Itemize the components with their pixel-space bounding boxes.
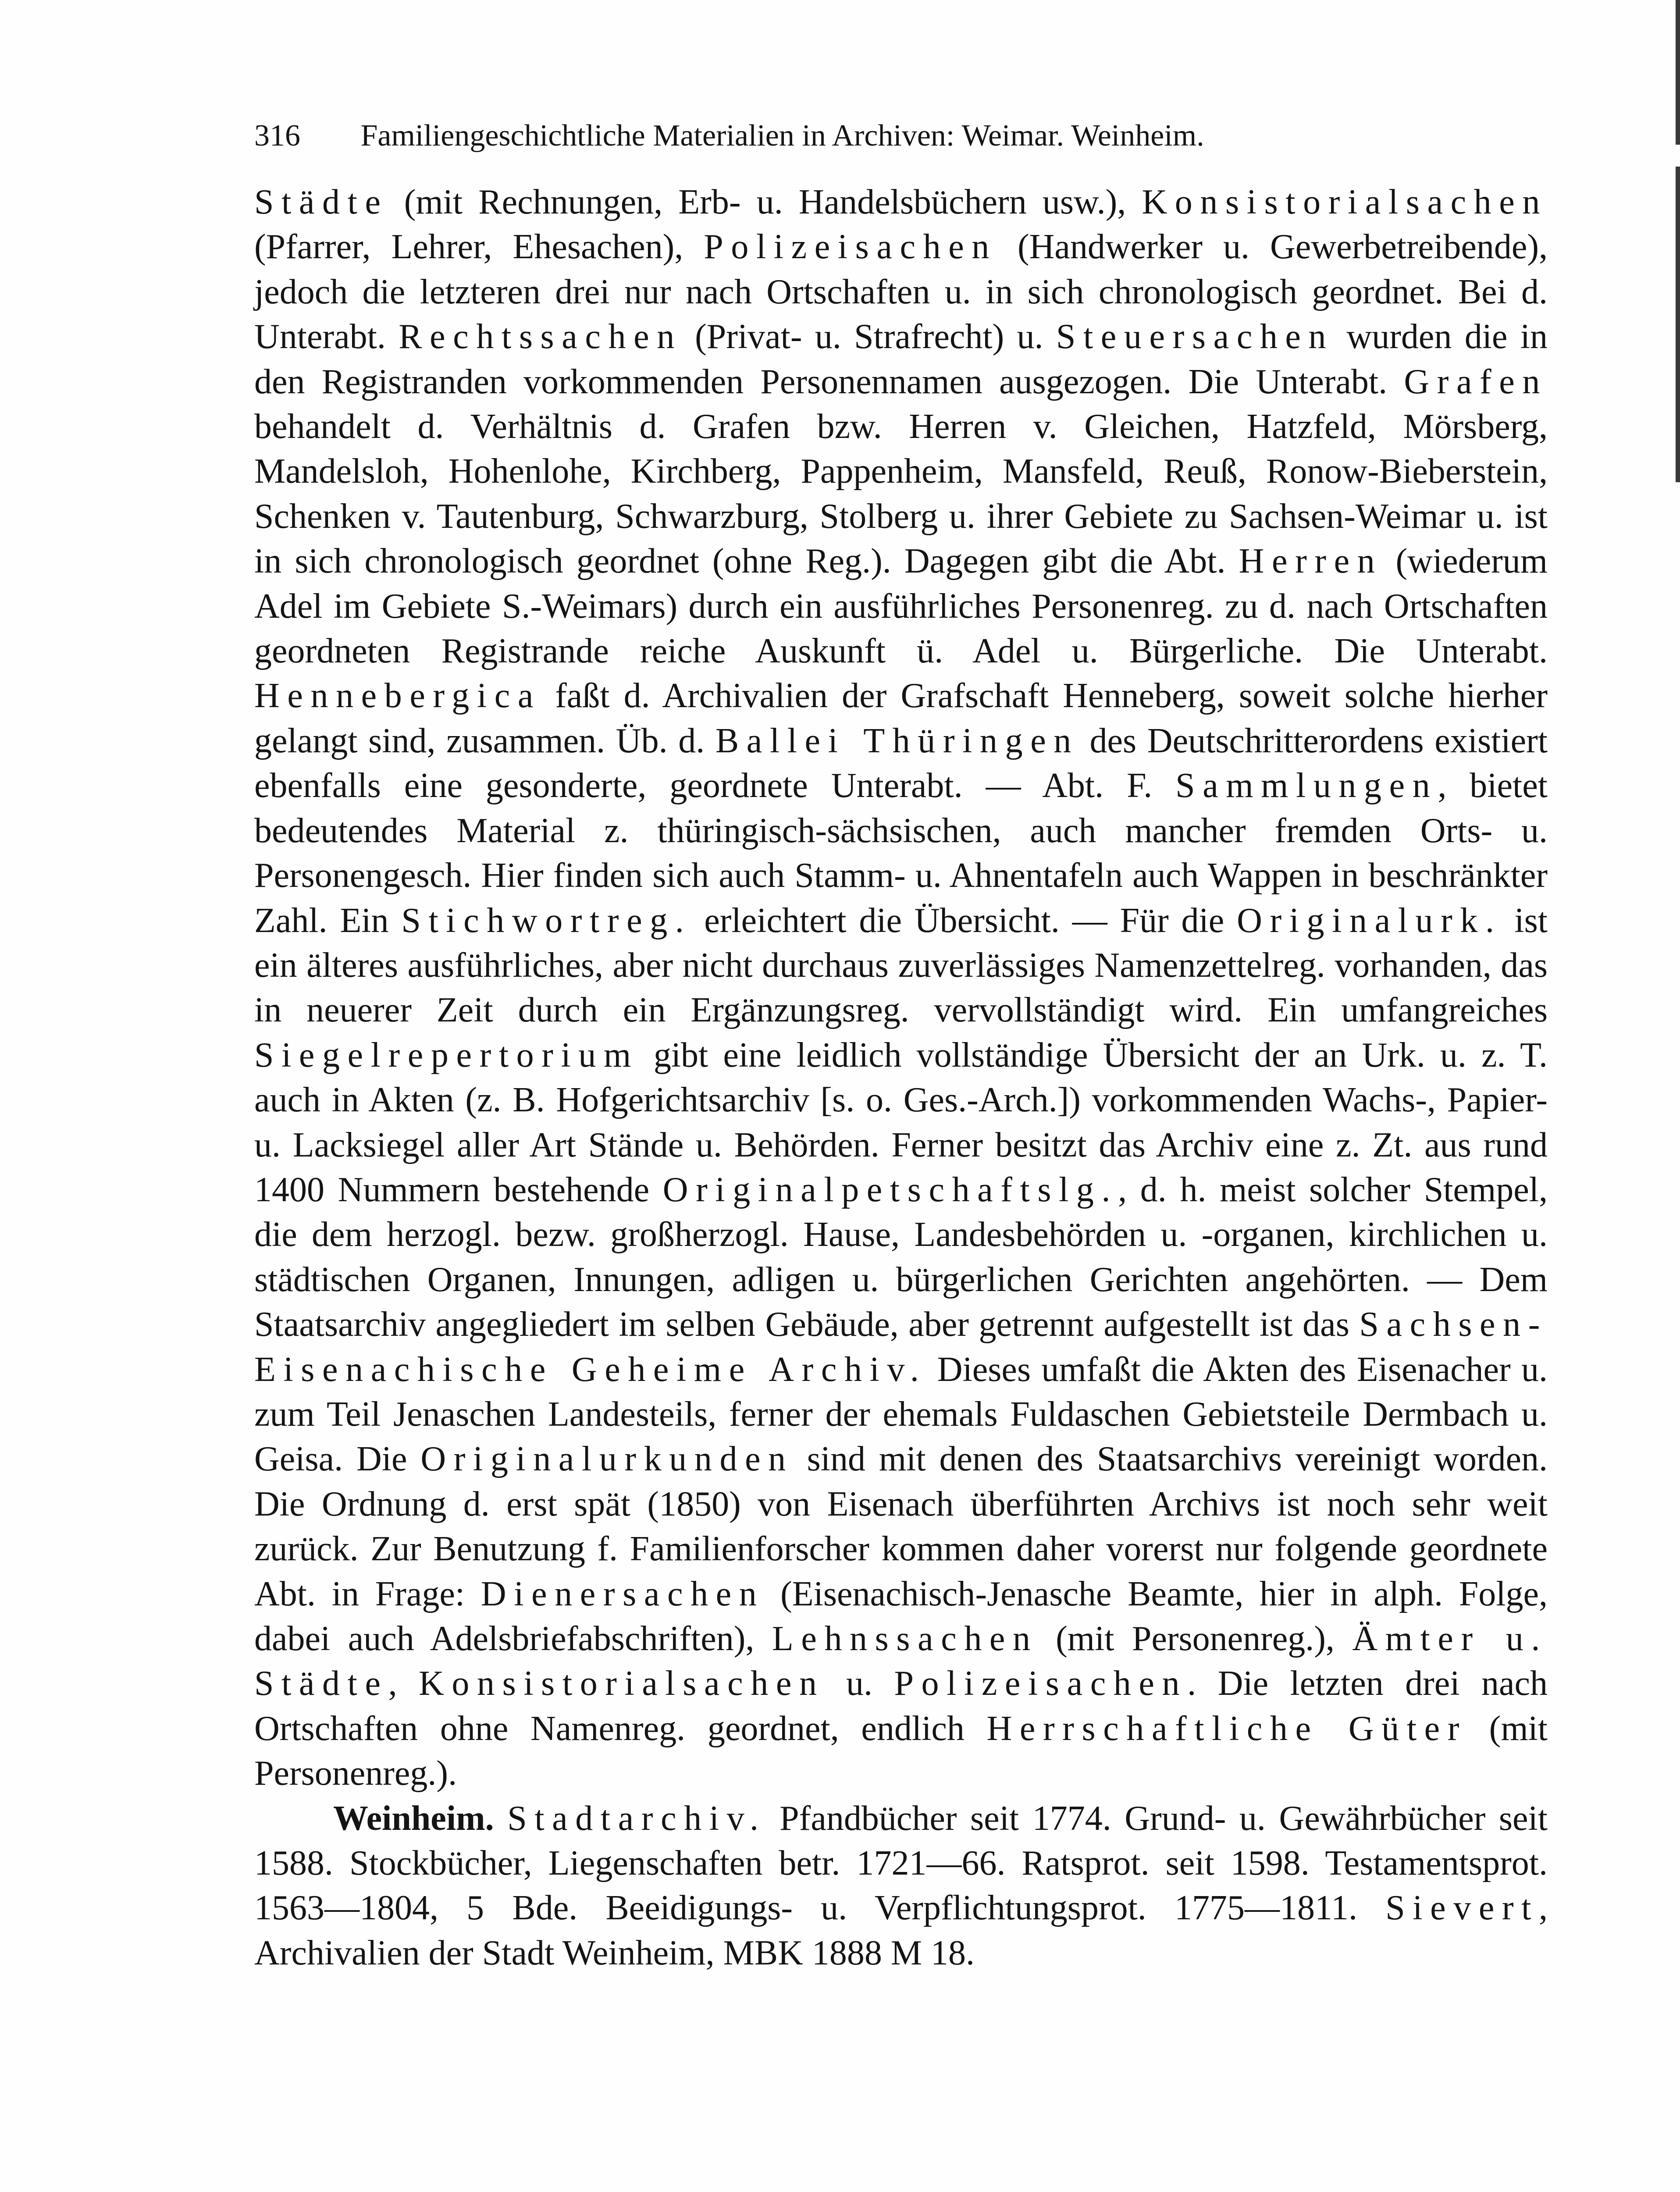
spaced-term: Sammlungen [1175, 766, 1438, 805]
spaced-term: Steuersachen [1056, 317, 1334, 356]
text-run: , Archivalien der Stadt Weinheim, MBK 1888 M 18. [254, 1889, 1548, 1972]
spaced-term: Siegelrepertorium [254, 1036, 639, 1075]
text-run: (mit Rechnungen, Erb- u. Handelsbüchern usw.), [388, 183, 1142, 221]
spaced-term: Grafen [1404, 362, 1548, 401]
spaced-term: Originalurkunden [420, 1440, 794, 1479]
text-run: (Pfarrer, Lehrer, Ehesachen), [254, 228, 704, 267]
text-run: Dieses umfaßt die Akten des Eisenacher u. zum Teil Jenaschen Landesteils, ferner der ehemals Fuldaschen Gebietsteile Dermbach u. Geisa. Die [254, 1350, 1548, 1479]
spaced-term: Originalurk. [1237, 901, 1502, 940]
spaced-term: Stadtarchiv. [507, 1799, 766, 1838]
page-number: 316 [254, 119, 300, 153]
spaced-term: Stichwortreg. [401, 901, 692, 940]
text-run: (Eisenachisch-Jenasche Beamte, hier in alph. Folge, dabei auch Adelsbriefabschriften), [254, 1574, 1548, 1658]
paragraph-weimar-archive [254, 180, 1548, 1796]
text-run: faßt d. Archivalien der Grafschaft Henneberg, soweit solche hierher gelangt sind, zusammen. Üb. d. [254, 676, 1548, 760]
spaced-term: Herrschaftliche Güter [986, 1709, 1467, 1748]
paragraph-weinheim-archive [254, 1796, 1548, 1976]
spaced-term: Polizeisachen [894, 1664, 1188, 1703]
scan-edge-mark [1676, 0, 1680, 145]
spaced-term: Ämter u. Städte [254, 1619, 1548, 1703]
spaced-term: Originalpetschaftslg. [662, 1170, 1118, 1209]
spaced-term: Sievert [1385, 1889, 1539, 1928]
spaced-term: Städte [254, 183, 388, 221]
spaced-term: Polizeisachen [704, 228, 997, 267]
text-run: (mit Personenreg.), [1038, 1619, 1353, 1658]
text-run: (mit Personenreg.). [254, 1709, 1548, 1793]
spaced-term: Dienersachen [481, 1574, 765, 1613]
spaced-term: Konsistorialsachen [419, 1664, 825, 1703]
spaced-term: Rechtssachen [399, 317, 682, 356]
text-run: , bietet bedeutendes Material z. thüringisch-sächsischen, auch mancher fremden Orts- u. Personengesch. Hier finden sich auch Stamm- u. Ahnentafeln auch Wappen in beschränkter Zahl. Ein [254, 766, 1548, 940]
body-text [254, 180, 1548, 1975]
page-header [254, 112, 1438, 160]
running-title: Familiengeschichtliche Materialien in Archiven: Weimar. Weinheim. [360, 119, 1204, 153]
spaced-term: Hennebergica [254, 676, 541, 715]
text-run: , [388, 1664, 419, 1703]
spaced-term: Konsistorialsachen [1142, 183, 1548, 221]
place-heading: Weinheim. [333, 1799, 494, 1838]
spaced-term: Lehnssachen [772, 1619, 1038, 1658]
text-run: (Privat- u. Strafrecht) u. [682, 317, 1056, 356]
text-run: (wiederum Adel im Gebiete S.-Weimars) durch ein ausführliches Personenreg. zu d. nach Ortschaften geordneten Registrande reiche Auskunft ü. Adel u. Bürgerliche. Die Unterabt. [254, 542, 1548, 671]
text-run: des Deutschritterordens existiert ebenfalls eine gesonderte, geordnete Unterabt. — Abt. F. [254, 721, 1548, 805]
text-run: ist ein älteres ausführliches, aber nicht durchaus zuverlässiges Namenzettelreg. vorhanden, das in neuerer Zeit durch ein Ergänzungsreg. vervollständigt wird. Ein umfangreiches [254, 901, 1548, 1030]
spaced-term: Ballei Thüringen [715, 721, 1079, 760]
spaced-term: Sachsen-Eisenachische Geheime Archiv. [254, 1305, 1548, 1389]
text-run: Pfandbücher seit 1774. Grund- u. Gewährbücher seit 1588. Stockbücher, Liegenschaften betr. 1721—66. Ratsprot. seit 1598. Testamentsprot. 1563—1804, 5 Bde. Beeidigungs- u. Verpflichtungsprot. 1775—1811. [254, 1799, 1548, 1928]
text-run: . Die letzten drei nach Ortschaften ohne Namenreg. geordnet, endlich [254, 1664, 1548, 1748]
spaced-term: Herren [1239, 542, 1383, 581]
scan-edge-mark [1676, 167, 1680, 482]
text-run: (Handwerker u. Gewerbetreibende), jedoch die letzteren drei nur nach Ortschaften u. in sich chronologisch geordnet. Bei d. Unterabt. [254, 228, 1548, 356]
text-run: gibt eine leidlich vollständige Übersicht der an Urk. u. z. T. auch in Akten (z. B. Hofgerichtsarchiv [s. o. Ges.-Arch.]) vorkommenden Wachs-, Papier- u. Lacksiegel aller Art Stände u. Behörden. Ferner besitzt das Archiv eine z. Zt. aus rund 1400 Nummern bestehende [254, 1036, 1548, 1209]
text-run: erleichtert die Übersicht. — Für die [691, 901, 1237, 940]
text-run: behandelt d. Verhältnis d. Grafen bzw. Herren v. Gleichen, Hatzfeld, Mörsberg, Mandelsloh, Hohenlohe, Kirchberg, Pappenheim, Mansfeld, Reuß, Ronow-Bieberstein, Schenken v. Tautenburg, Schwarzburg, Stolberg u. ihrer Gebiete zu Sachsen-Weimar u. ist in sich chronologisch geordnet (ohne Reg.). Dagegen gibt die Abt. [254, 407, 1548, 581]
text-run: sind mit denen des Staatsarchivs vereinigt worden. Die Ordnung d. erst spät (1850) von Eisenach überführten Archivs ist noch sehr weit zurück. Zur Benutzung f. Familienforscher kommen daher vorerst nur folgende geordnete Abt. in Frage: [254, 1440, 1548, 1613]
text-run [494, 1799, 508, 1838]
text-run: u. [824, 1664, 894, 1703]
text-run: , d. h. meist solcher Stempel, die dem herzogl. bezw. großherzogl. Hause, Landesbehörden u. -organen, kirchlichen u. städtischen Organen, Innungen, adligen u. bürgerlichen Gerichten angehörten. — Dem Staatsarchiv angegliedert im selben Gebäude, aber getrennt aufgestellt ist das [254, 1170, 1548, 1344]
text-run: wurden die in den Registranden vorkommenden Personennamen ausgezogen. Die Unterabt. [254, 317, 1548, 401]
